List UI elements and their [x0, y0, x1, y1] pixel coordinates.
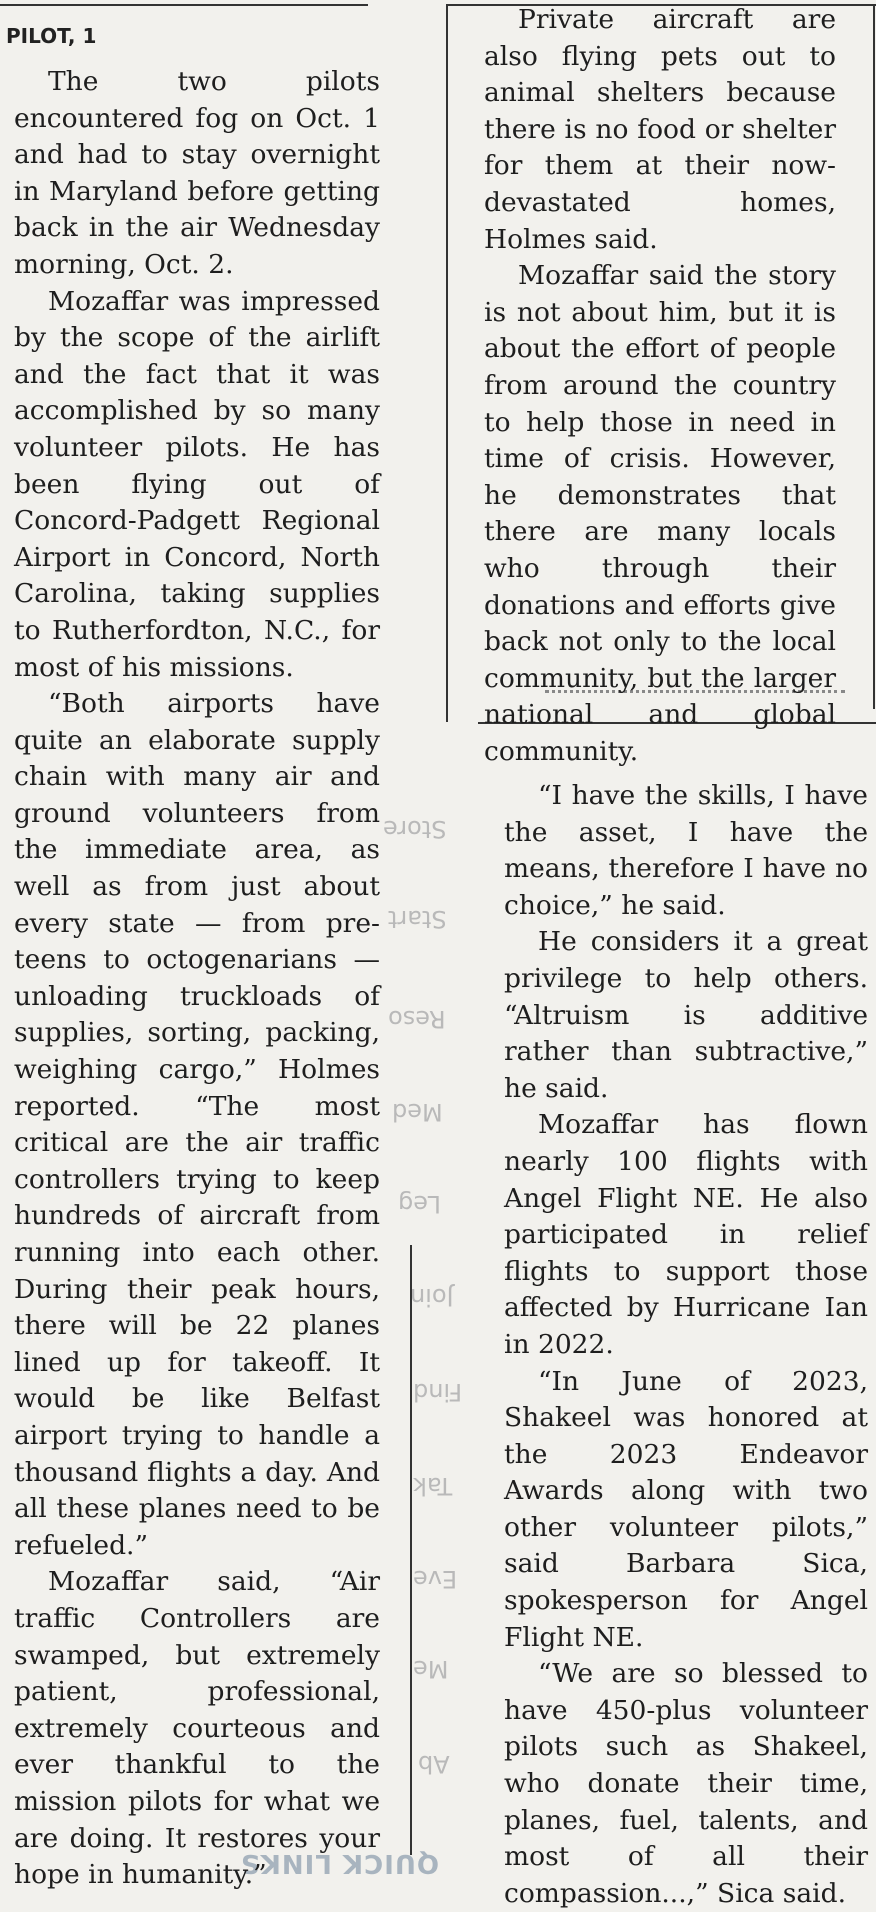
- paragraph: Mozaffar said the story is not about him, but it is about the effort of people from around the country to help those in need in time of crisis. However, he demonstrates that there are many locals who through their donations and efforts give back not only to the local community, but the larger national and global community.: [484, 260, 836, 767]
- ghost-word: Tak: [413, 1472, 453, 1500]
- ghost-word: Store: [383, 815, 447, 843]
- paragraph: “We are so blessed to have 450-plus volunteer pilots such as Shakeel, who donate their time, planes, fuel, talents, and most of all their compassion...,” Sica said.: [504, 1658, 868, 1909]
- column-divider-bottom: [410, 1245, 412, 1855]
- ghost-word: Eve: [413, 1565, 458, 1593]
- ghost-word: Leg: [398, 1190, 441, 1218]
- ghost-word: Reso: [388, 1005, 446, 1033]
- paragraph: He considers it a great privilege to help others. “Altruism is additive rather than subtractive,” he said.: [504, 926, 868, 1104]
- paragraph: Private aircraft are also flying pets out to animal shelters because there is no food or shelter for them at their now-devastated homes, Holmes said.: [484, 4, 836, 255]
- ghost-word: Me: [413, 1655, 449, 1683]
- left-column: [14, 64, 380, 1894]
- paragraph: Mozaffar has flown nearly 100 flights with Angel Flight NE. He also participated in relief flights to support those affected by Hurricane Ian in 2022.: [504, 1109, 868, 1360]
- paragraph: Mozaffar said, “Air traffic Controllers are swamped, but extremely patient, professional, extremely courteous and ever thankful to the mission pilots for what we are doing. It restores your hope in humanity.”: [14, 1566, 380, 1891]
- paragraph: Mozaffar was impressed by the scope of the airlift and the fact that it was accomplished by so many volunteer pilots. He has been flying out of Concord-Padgett Regional Airport in Concord, North Carolina, taking supplies to Rutherfordton, N.C., for most of his missions.: [14, 285, 380, 683]
- right-top-column: [484, 2, 836, 770]
- ghost-word: Ab: [418, 1750, 450, 1778]
- section-label: PILOT, 1: [6, 24, 97, 48]
- ghost-word: Find: [413, 1378, 463, 1406]
- ghost-word: Med: [392, 1098, 443, 1126]
- ghost-word: Start: [388, 905, 447, 933]
- paragraph: “Both airports have quite an elaborate supply chain with many air and ground volunteers from the immediate area, as well as from just about every state — from pre-teens to octogenarians — unloading truckloads of supplies, sorting, packing, weighing cargo,” Holmes reported. “The most critical are the air traffic controllers trying to keep hundreds of aircraft from running into each other. During their peak hours, there will be 22 planes lined up for takeoff. It would be like Belfast airport trying to handle a thousand flights a day. And all these planes need to be refueled.”: [14, 688, 380, 1561]
- top-rule-left: [0, 4, 368, 6]
- ghost-quick-links: QUICK LINKS: [240, 1848, 440, 1878]
- column-divider-top: [446, 4, 448, 722]
- paragraph: “In June of 2023, Shakeel was honored at the 2023 Endeavor Awards along with two other volunteer pilots,” said Barbara Sica, spokesperson for Angel Flight NE.: [504, 1365, 868, 1653]
- right-bottom-column: [504, 778, 868, 1912]
- paragraph: “I have the skills, I have the asset, I have the means, therefore I have no choice,” he said.: [504, 780, 868, 921]
- right-edge-rule: [873, 4, 875, 709]
- ghost-word: Join: [410, 1283, 454, 1311]
- paragraph: The two pilots encountered fog on Oct. 1 and had to stay overnight in Maryland before getting back in the air Wednesday morning, Oct. 2.: [14, 66, 380, 280]
